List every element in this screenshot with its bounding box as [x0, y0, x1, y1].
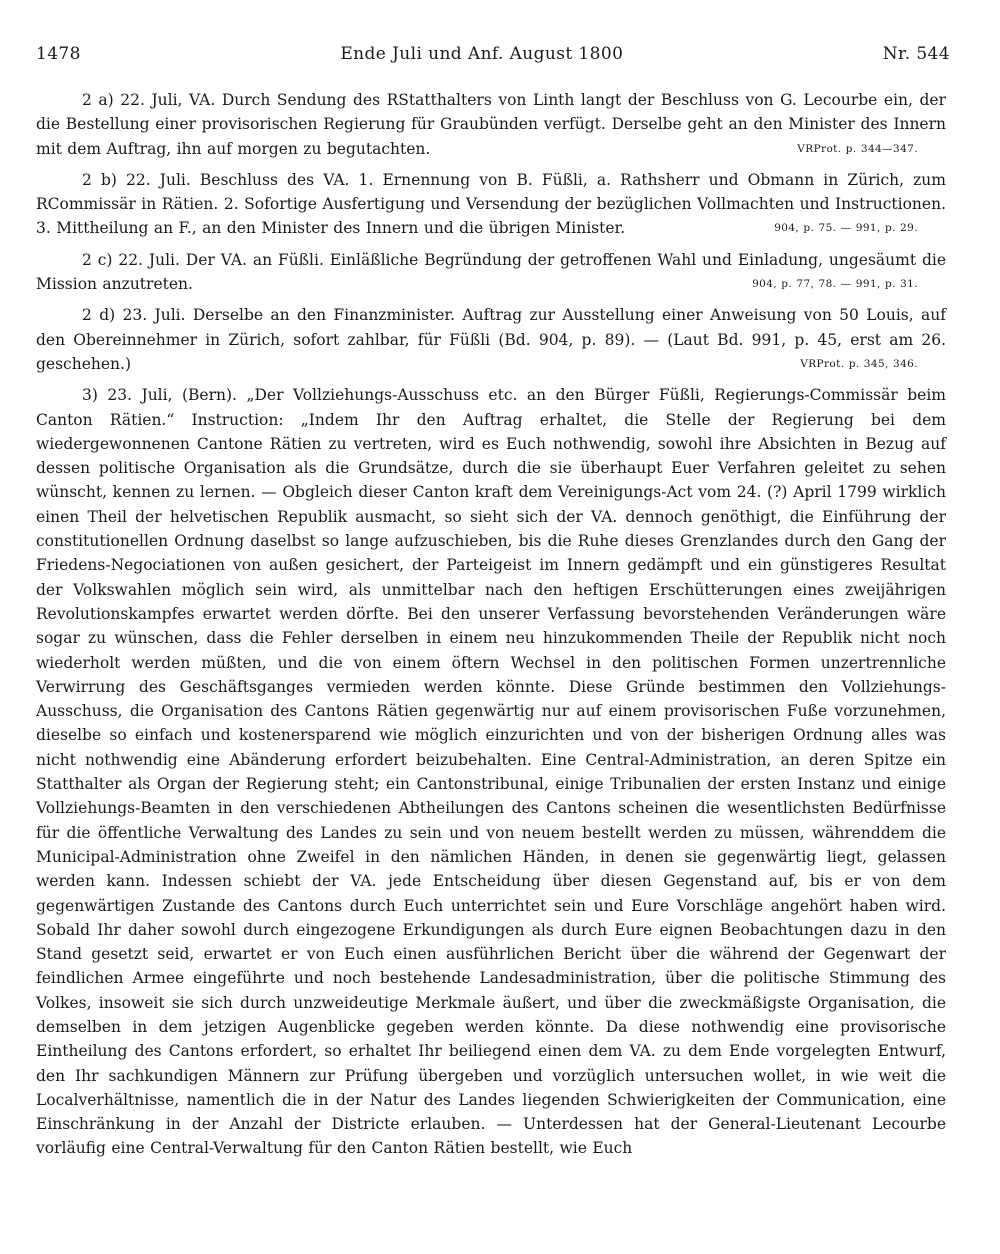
source-reference: VRProt. p. 345, 346.: [800, 357, 918, 370]
entry-2b: [36, 168, 946, 241]
running-header: [36, 44, 950, 64]
entry-text: 3) 23. Juli, (Bern). „Der Vollziehungs-Ausschuss etc. an den Bürger Füßli, Regierungs-Commissär beim Canton Rätien.“ Instruction: „Indem Ihr den Auftrag erhaltet, die Stelle der Regierung bei dem wiedergewonnenen Cantone Rätien zu vertreten, wird es Euch nothwendig, sowohl ihre Absichten in Bezug auf dessen politische Organisation als die Grundsätze, durch die sie überhaupt Euer Verfahren geleitet zu sehen wünscht, kennen zu lernen. — Obgleich dieser Canton kraft dem Vereinigungs-Act vom 24. (?) April 1799 wirklich einen Theil der helvetischen Republik ausmacht, so sieht sich der VA. dennoch genöthigt, die Einführung der constitutionellen Ordnung daselbst so lange aufzuschieben, bis die Ruhe dieses Grenzlandes durch den Gang der Friedens-Negociationen von außen gesichert, der Parteigeist im Innern gedämpft und ein günstigeres Resultat der Volkswahlen möglich sein wird, als unmittelbar nach den heftigen Erschütterungen eines zweijährigen Revolutionskampfes erwartet werden dörfte. Bei den unserer Verfassung bevorstehenden Veränderungen wäre sogar zu wünschen, dass die Fehler derselben in einem neu hinzukommenden Theile der Republik nicht noch wiederholt werden müßten, und die von einem öftern Wechsel in den politischen Formen unzertrennliche Verwirrung des Geschäftsganges vermieden werden könnte. Diese Gründe bestimmen den Vollziehungs-Ausschuss, die Organisation des Cantons Rätien gegenwärtig nur auf einem provisorischen Fuße vorzunehmen, dieselbe so einfach und kostenersparend wie möglich einzurichten und von der bisherigen Ordnung alles was nicht nothwendig eine Abänderung erfordert beizubehalten. Eine Central-Administration, an deren Spitze ein Statthalter als Organ der Regierung steht; ein Cantonstribunal, einige Tribunalien der ersten Instanz und einige Vollziehungs-Beamten in den verschiedenen Abtheilungen des Cantons scheinen die wesentlichsten Bedürfnisse für die öffentliche Verwaltung des Landes zu sein und von neuem bestellt werden zu müssen, währenddem die Municipal-Administration ohne Zweifel in den nämlichen Händen, in denen sie gegenwärtig liegt, gelassen werden kann. Indessen schiebt der VA. jede Entscheidung über diesen Gegenstand auf, bis er von dem gegenwärtigen Zustande des Cantons durch Euch unterrichtet sein und Eure Vorschläge angehört haben wird. Sobald Ihr daher sowohl durch eingezogene Erkundigungen als durch Eure eignen Beobachtungen dazu in den Stand gesetzt seid, erwartet er von Euch einen ausführlichen Bericht über die während der Gegenwart der feindlichen Armee eingeführte und noch bestehende Landesadministration, über die politische Stimmung des Volkes, insoweit sie sich durch unzweideutige Merkmale äußert, und über die zweckmäßigste Organisation, die demselben in dem jetzigen Augenblicke gegeben werden könnte. Da diese nothwendig eine provisorische Eintheilung des Cantons erfordert, so erhaltet Ihr beiliegend einen dem VA. zu dem Ende vorgelegten Entwurf, den Ihr sachkundigen Männern zur Prüfung übergeben und vorzüglich untersuchen wollet, in wie weit die Localverhältnisse, namentlich die in der Natur des Landes liegenden Schwierigkeiten der Communication, eine Einschränkung in der Anzahl der Districte erlauben. — Unterdessen hat der General-Lieutenant Lecourbe vorläufig eine Central-Verwaltung für den Canton Rätien bestellt, wie Euch: [36, 386, 946, 1158]
running-title: Ende Juli und Anf. August 1800: [340, 44, 624, 64]
entry-text: 2 d) 23. Juli. Derselbe an den Finanzminister. Auftrag zur Ausstellung einer Anweisung von 50 Louis, auf den Obereinnehmer in Zürich, sofort zahlbar, für Füßli (Bd. 904, p. 89). — (Laut Bd. 991, p. 45, erst am 26. geschehen.): [36, 306, 946, 373]
source-reference: 904, p. 77, 78. — 991, p. 31.: [752, 278, 918, 291]
entry-2a: [36, 88, 946, 161]
document-number: Nr. 544: [882, 44, 950, 64]
entry-3-instruction: [36, 383, 946, 1161]
source-reference: 904, p. 75. — 991, p. 29.: [774, 222, 918, 235]
entry-2c: [36, 248, 946, 297]
entry-text: 2 b) 22. Juli. Beschluss des VA. 1. Ernennung von B. Füßli, a. Rathsherr und Obmann in Zürich, zum RCommissär in Rätien. 2. Sofortige Ausfertigung und Versendung der bezüglichen Vollmachten und Instructionen. 3. Mittheilung an F., an den Minister des Innern und die übrigen Minister.: [36, 170, 946, 238]
entry-2d: [36, 303, 946, 376]
page-body: [36, 88, 946, 1161]
page-number: 1478: [36, 44, 81, 64]
entry-text: 2 a) 22. Juli, VA. Durch Sendung des RStatthalters von Linth langt der Beschluss von G. Lecourbe ein, der die Bestellung einer provisorischen Regierung für Graubünden verfügt. Derselbe geht an den Minister des Innern mit dem Auftrag, ihn auf morgen zu begutachten.: [36, 91, 946, 158]
source-reference: VRProt. p. 344—347.: [797, 142, 918, 155]
entry-text: 2 c) 22. Juli. Der VA. an Füßli. Einläßliche Begründung der getroffenen Wahl und Einladung, ungesäumt die Mission anzutreten.: [36, 250, 946, 294]
